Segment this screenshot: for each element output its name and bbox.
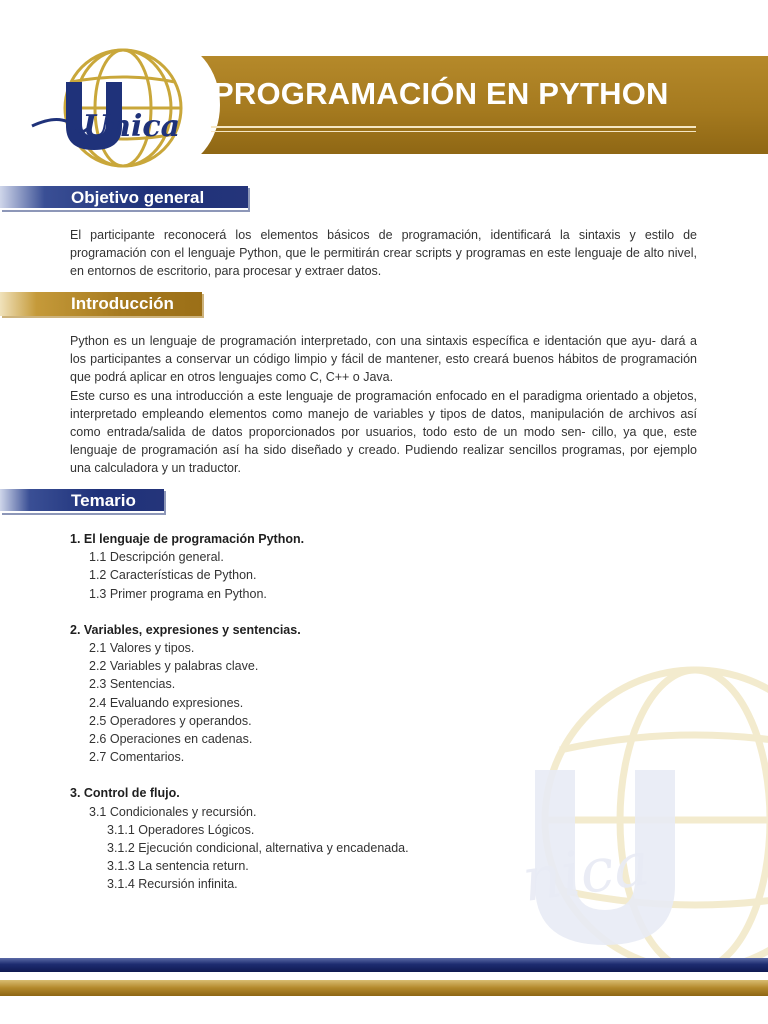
list-item: 3.1.4 Recursión infinita.	[107, 877, 238, 892]
introduccion-paragraph-2: Este curso es una introducción a este lenguaje de programación enfocado en el paradigma orientado a objetos, interpretado empleando elementos como manejo de variables y tipos de datos, manipulación de archivos así como entrada/salida de datos proporcionados por usuarios, todo esto de un modo sen- cillo, ya que, este lenguaje de programación así ha sido diseñado y creado. Pudiendo realizar sencillos programas, por ejemplo una calculadora y un traductor.	[70, 388, 697, 476]
title-underline-thin	[211, 131, 696, 132]
list-item: 2.2 Variables y palabras clave.	[89, 659, 259, 674]
introduccion-paragraph-1: Python es un lenguaje de programación interpretado, con una sintaxis específica e identación que ayu- dará a los participantes a conservar un código limpio y fácil de mantener, esto creará buenos hábitos de programación que podrá aplicar en otros lenguajes como C, C++ o Java.	[70, 334, 697, 385]
list-item: 2.3 Sentencias.	[89, 677, 176, 692]
section-heading-temario	[0, 489, 164, 513]
svg-text:nica: nica	[518, 828, 654, 916]
heading-label: Temario	[71, 491, 136, 510]
list-item: 1.2 Características de Python.	[89, 568, 257, 583]
list-item: 3.1.3 La sentencia return.	[107, 859, 249, 874]
svg-text:Unica: Unica	[83, 109, 181, 144]
heading-label: Objetivo general	[71, 188, 205, 207]
list-item: 3.1.1 Operadores Lógicos.	[107, 822, 255, 837]
list-item: 3.1.2 Ejecución condicional, alternativa y encadenada.	[107, 841, 409, 856]
objetivo-text: El participante reconocerá los elementos básicos de programación, identificará la sintaxis y estilo de programación con el lenguaje Python, que le permitirán crear scripts y programas en este lenguaje de alto nivel, en entornos de escritorio, para procesar y extraer datos.	[70, 228, 697, 279]
introduccion-text	[70, 332, 697, 478]
list-item: 3.1 Condicionales y recursión.	[89, 804, 257, 819]
list-item: 2.1 Valores y tipos.	[89, 641, 195, 656]
list-item: 2.7 Comentarios.	[89, 750, 185, 765]
watermark-globe	[505, 660, 768, 970]
list-item: 2.4 Evaluando expresiones.	[89, 695, 244, 710]
list-item: 1.3 Primer programa en Python.	[89, 586, 267, 601]
footer-bar-gold	[0, 980, 768, 996]
unica-logo	[28, 44, 198, 174]
section-heading-objetivo	[0, 186, 248, 210]
heading-label: Introducción	[71, 294, 174, 313]
list-item: 1.1 Descripción general.	[89, 550, 224, 565]
temario-list	[70, 530, 409, 894]
footer-bar-blue	[0, 958, 768, 972]
chapter-1-title: 1. El lenguaje de programación Python.	[70, 532, 305, 546]
title-underline	[211, 126, 696, 128]
list-item: 2.5 Operadores y operandos.	[89, 713, 252, 728]
page-title: PROGRAMACIÓN EN PYTHON	[213, 76, 669, 111]
chapter-3-title: 3. Control de flujo.	[70, 786, 180, 801]
section-heading-introduccion	[0, 292, 202, 316]
chapter-2-title: 2. Variables, expresiones y sentencias.	[70, 622, 301, 637]
list-item: 2.6 Operaciones en cadenas.	[89, 732, 253, 747]
